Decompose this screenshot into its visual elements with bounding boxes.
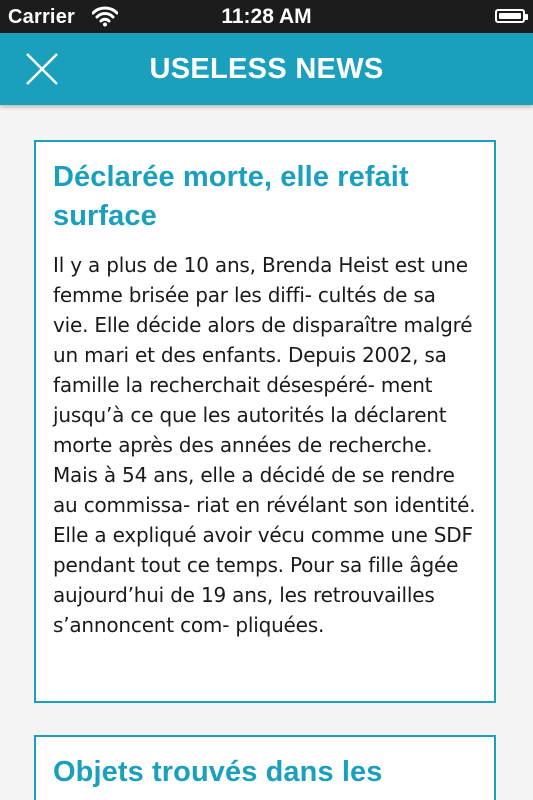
article-title[interactable]: Objets trouvés dans les: [53, 756, 383, 788]
status-bar: [0, 0, 533, 33]
article-title[interactable]: Déclarée morte, elle refait surface: [53, 161, 409, 232]
news-feed[interactable]: [0, 105, 533, 800]
article-body: Il y a plus de 10 ans, Brenda Heist est une femme brisée par les diffi- cultés de sa vie. Elle décide alors de disparaître malgré un mari et des enfants. Depuis 2002, sa famille la recherchait désespéré- ment jusqu’à ce que les autorités la déclarent morte après des années de recherche. Mais à 54 ans, elle a décidé de se rendre au commissa- riat en révélant son identité. Elle a expliqué avoir vécu comme une SDF pendant tout ce temps. Pour sa fille âgée aujourd’hui de 19 ans, les retrouvailles s’annoncent com- pliquées.: [53, 253, 476, 637]
carrier-label: Carrier: [8, 6, 75, 28]
status-time: 11:28 AM: [221, 5, 312, 28]
article-card[interactable]: [34, 140, 496, 703]
close-button[interactable]: [14, 41, 70, 97]
page-title: USELESS NEWS: [149, 53, 384, 85]
nav-bar: [0, 33, 533, 105]
battery-icon: [495, 9, 525, 23]
close-icon: [25, 52, 59, 86]
article-card[interactable]: [34, 735, 496, 800]
